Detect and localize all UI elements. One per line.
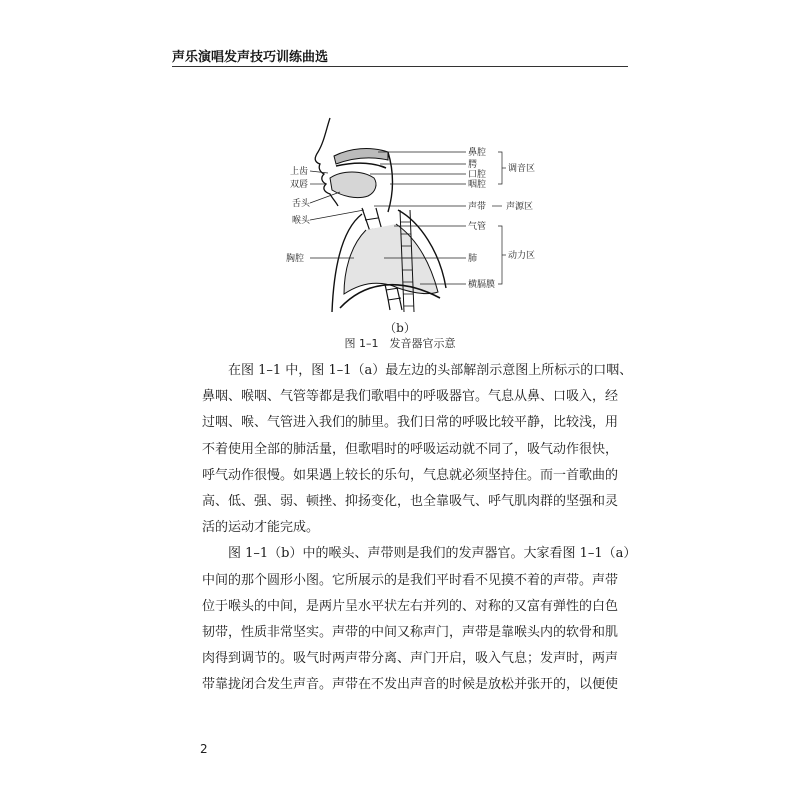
text-line: 呼气动作很慢。如果遇上较长的乐句，气息就必须坚持住。而一首歌曲的 <box>202 467 619 483</box>
vocal-organs-figure <box>270 112 536 328</box>
running-title: 声乐演唱发声技巧训练曲选 <box>172 50 329 65</box>
face-profile <box>315 118 338 206</box>
figure-caption: 图 1–1 发音器官示意 <box>344 337 456 350</box>
text-line: 在图 1–1 中，图 1–1（a）最左边的头部解剖示意图上所标示的口咽、 <box>228 363 633 378</box>
zone-source: 声源区 <box>506 202 534 212</box>
text-line: 过咽、喉、气管进入我们的肺里。我们日常的呼吸比较平静，比较浅，用 <box>202 415 619 431</box>
paragraph-2 <box>202 541 637 698</box>
text-line: 活的运动才能完成。 <box>202 520 320 536</box>
zone-power: 动力区 <box>508 251 536 261</box>
text-line: 中间的那个圆形小图。它所展示的是我们平时看不见摸不着的声带。声带 <box>202 572 619 588</box>
label-larynx: 喉头 <box>292 216 311 226</box>
text-line: 不着使用全部的肺活量，但歌唱时的呼吸运动就不同了，吸气动作很快， <box>202 441 619 457</box>
label-chest: 胸腔 <box>286 254 305 264</box>
label-upper-teeth: 上齿 <box>290 167 309 177</box>
tongue-shape <box>330 172 376 198</box>
label-oral-cavity: 口腔 <box>468 170 487 180</box>
text-line: 带靠拢闭合发生声音。声带在不发出声音的时候是放松并张开的，以便使 <box>202 677 619 693</box>
header-rule <box>172 66 628 67</box>
palate-shape <box>336 163 386 168</box>
text-line: 高、低、强、弱、顿挫、抑扬变化，也全靠吸气、呼气肌肉群的坚强和灵 <box>202 494 619 510</box>
text-line: 鼻咽、喉咽、气管等都是我们歌唱中的呼吸器官。气息从鼻、口吸入，经 <box>202 389 619 405</box>
label-nasal-cavity: 鼻腔 <box>468 148 487 158</box>
paragraph-1 <box>202 358 633 541</box>
pharynx-wall <box>388 152 393 212</box>
label-diaphragm: 横膈膜 <box>468 280 496 290</box>
zone-brackets <box>492 152 506 284</box>
label-lips: 双唇 <box>290 180 309 190</box>
figure-sublabel: （b） <box>384 321 416 335</box>
text-line: 位于喉头的中间，是两片呈水平状左右并列的、对称的又富有弹性的白色 <box>202 598 619 614</box>
zone-resonance: 调音区 <box>508 164 536 174</box>
body-text <box>202 358 637 699</box>
label-lungs: 肺 <box>468 254 478 264</box>
text-line: 图 1–1（b）中的喉头、声带则是我们的发声器官。大家看图 1–1（a） <box>228 546 637 562</box>
text-line: 韧带，性质非常坚实。声带的中间又称声门，声带是靠喉头内的软骨和肌 <box>202 625 619 641</box>
label-pharynx: 咽腔 <box>468 180 487 190</box>
label-tongue: 舌头 <box>292 199 311 209</box>
page-number: 2 <box>200 742 208 756</box>
text-line: 肉得到调节的。吸气时两声带分离、声门开启，吸入气息；发声时，两声 <box>202 651 619 667</box>
label-vocal-cords: 声带 <box>468 202 487 212</box>
vocal-organs-diagram <box>270 112 536 328</box>
label-palate: 腭 <box>468 160 478 170</box>
label-trachea: 气管 <box>468 222 487 232</box>
nasal-cavity-shape <box>334 149 388 164</box>
